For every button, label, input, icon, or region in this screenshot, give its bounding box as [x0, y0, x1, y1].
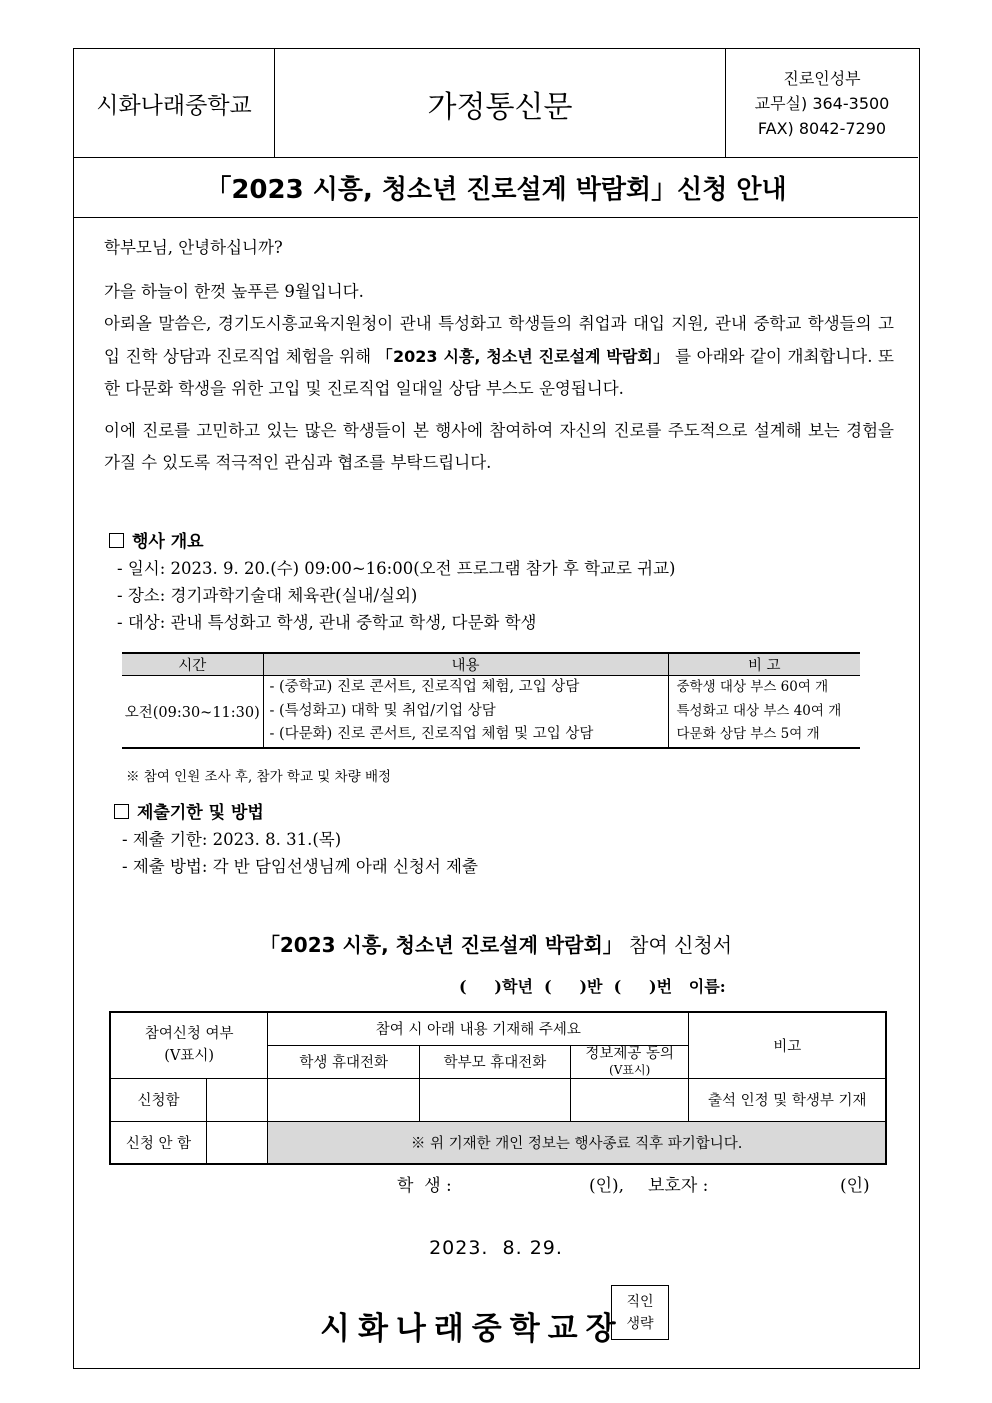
schedule-header-row — [122, 653, 860, 676]
application-form-table — [109, 1011, 887, 1165]
application-form-title: 「2023 시흥, 청소년 진로설계 박람회」 참여 신청서 — [259, 933, 733, 957]
schedule-remark-item: 중학생 대상 부스 60여 개 — [676, 679, 829, 695]
intro-paragraph-3: 이에 진로를 고민하고 있는 많은 학생들이 본 행사에 참여하여 자신의 진로를 주도적으로 설계해 보는 경험을 가질 수 있도록 적극적인 관심과 협조를 부탁드립니다. — [104, 420, 894, 472]
form-input-student-phone[interactable] — [268, 1078, 420, 1121]
issue-date: 2023. 8. 29. — [429, 1237, 563, 1259]
page-title: 「2023 시흥, 청소년 진로설계 박람회」신청 안내 — [74, 158, 918, 218]
official-seal-omitted: 직인 생략 — [611, 1285, 669, 1340]
overview-section — [109, 529, 899, 636]
schedule-content-item: - (특성화고) 대학 및 취업/기업 상담 — [269, 702, 496, 719]
checkbox-square-icon — [114, 804, 129, 819]
form-row-no-apply — [110, 1121, 886, 1164]
schedule-col-time: 시간 — [122, 653, 263, 676]
student-signature-label: 학 생 : — [397, 1176, 452, 1196]
privacy-note: ※ 위 기재한 개인 정보는 행사종료 직후 파기합니다. — [268, 1121, 886, 1164]
letter-type-title: 가정통신문 — [275, 49, 726, 158]
principal-name: 시화나래중학교장 — [320, 1311, 624, 1347]
submission-method: - 제출 방법: 각 반 담임선생님께 아래 신청서 제출 — [122, 857, 478, 876]
schedule-table — [122, 652, 860, 749]
schedule-remark-item: 다문화 상담 부스 5여 개 — [676, 726, 820, 742]
event-name-bold: 「2023 시흥, 청소년 진로설계 박람회」 — [376, 346, 670, 366]
submission-deadline: - 제출 기한: 2023. 8. 31.(목) — [122, 830, 342, 849]
fax-number: FAX) 8042-7290 — [757, 119, 887, 138]
schedule-contents — [263, 676, 668, 748]
schedule-row — [122, 676, 860, 748]
schedule-content-item: - (중학교) 진로 콘서트, 진로직업 체험, 고입 상담 — [269, 679, 580, 695]
form-row-apply — [110, 1078, 886, 1121]
office-phone: 교무실) 364-3500 — [754, 94, 890, 113]
form-header-row — [110, 1012, 886, 1045]
submission-title: 제출기한 및 방법 — [114, 800, 904, 826]
form-col-student-phone: 학생 휴대전화 — [268, 1045, 420, 1078]
guardian-seal-mark: (인) — [840, 1176, 870, 1196]
schedule-remarks — [668, 676, 860, 748]
school-name: 시화나래중학교 — [74, 49, 275, 158]
schedule-col-remark: 비 고 — [668, 653, 860, 676]
schedule-time: 오전(09:30~11:30) — [122, 676, 263, 748]
schedule-remark-item: 특성화고 대상 부스 40여 개 — [676, 702, 842, 719]
form-remark-apply: 출석 인정 및 학생부 기재 — [689, 1078, 886, 1121]
letter-frame — [73, 48, 920, 1369]
student-info-line: ( )학년 ( )반 ( )번 이름: — [459, 977, 726, 996]
form-check-no-apply[interactable] — [206, 1121, 267, 1164]
department: 진로인성부 — [783, 69, 861, 88]
overview-date: - 일시: 2023. 9. 20.(수) 09:00~16:00(오전 프로그램 참가 후 학교로 귀교) — [117, 559, 676, 578]
intro-paragraph-1: 가을 하늘이 한껏 높푸른 9월입니다. — [104, 281, 364, 301]
submission-section — [114, 800, 904, 880]
overview-title: 행사 개요 — [109, 529, 899, 555]
form-col-parent-phone: 학부모 휴대전화 — [420, 1045, 571, 1078]
form-input-parent-phone[interactable] — [420, 1078, 571, 1121]
form-col-remark: 비고 — [689, 1012, 886, 1078]
student-seal-mark: (인), — [589, 1176, 625, 1196]
form-col-consent: 정보제공 동의 (V표시) — [570, 1045, 689, 1078]
form-col-fill-instruction: 참여 시 아래 내용 기재해 주세요 — [268, 1012, 689, 1045]
checkbox-square-icon — [109, 533, 124, 548]
form-label-no-apply: 신청 안 함 — [110, 1121, 206, 1164]
contact-info — [726, 49, 918, 158]
greeting: 학부모님, 안녕하십니까? — [104, 238, 283, 257]
guardian-signature-label: 보호자 : — [648, 1176, 709, 1196]
overview-target: - 대상: 관내 특성화고 학생, 관내 중학교 학생, 다문화 학생 — [117, 613, 537, 632]
intro-paragraph-2: 아뢰올 말씀은, 경기도시흥교육지원청이 관내 특성화고 학생들의 취업과 대입 지원, 관내 중학교 학생들의 고입 진학 상담과 진로직업 체험을 위해 「2023 시흥, 청소년 진로설계 박람회」 를 아래와 같이 개최합니다. 또한 다문화 학생을 위한 고입 및 진로직업 일대일 상담 부스도 운영됩니다. — [104, 314, 894, 398]
form-check-apply[interactable] — [206, 1078, 267, 1121]
schedule-content-item: - (다문화) 진로 콘서트, 진로직업 체험 및 고입 상담 — [269, 726, 594, 742]
form-check-consent[interactable] — [570, 1078, 689, 1121]
intro-section — [104, 232, 894, 480]
letter-header — [74, 49, 918, 158]
form-label-apply: 신청함 — [110, 1078, 206, 1121]
form-col-apply: 참여신청 여부 (V표시) — [110, 1012, 268, 1078]
schedule-col-content: 내용 — [263, 653, 668, 676]
schedule-footnote: ※ 참여 인원 조사 후, 참가 학교 및 차량 배정 — [126, 769, 392, 785]
overview-place: - 장소: 경기과학기술대 체육관(실내/실외) — [117, 586, 418, 605]
